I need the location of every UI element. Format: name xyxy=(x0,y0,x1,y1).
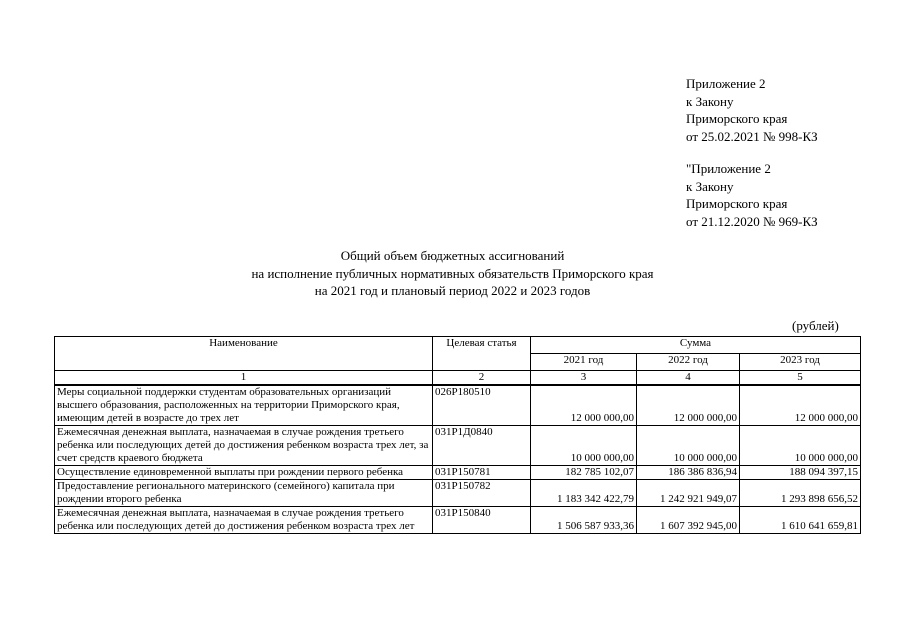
header-year-2022: 2022 год xyxy=(637,354,740,371)
title-line-1: Общий объем бюджетных ассигнований xyxy=(340,248,565,263)
header-target-article: Целевая статья xyxy=(433,337,531,371)
header-sum: Сумма xyxy=(531,337,861,354)
row-name: Ежемесячная денежная выплата, назначаемая в случае рождения третьего ребенка или последующих детей до достижения ребенком возраста трех лет, за счет средств краевого бюджета xyxy=(55,426,433,466)
header-row xyxy=(55,337,861,354)
table-row xyxy=(55,480,861,507)
row-target-code: 031P150840 xyxy=(433,507,531,534)
row-amount-2023: 1 293 898 656,52 xyxy=(740,480,861,507)
law-date-number: от 25.02.2021 № 998-КЗ xyxy=(686,128,818,144)
row-amount-2022: 10 000 000,00 xyxy=(637,426,740,466)
row-amount-2023: 188 094 397,15 xyxy=(740,466,861,480)
row-target-code: 031P1Д0840 xyxy=(433,426,531,466)
title-line-3: на 2021 год и плановый период 2022 и 2023 годов xyxy=(314,283,591,298)
row-target-code: 031P150782 xyxy=(433,480,531,507)
appendix-previous-reference xyxy=(686,160,818,230)
row-name: Меры социальной поддержки студентам образовательных организаций высшего образования, расположенных на территории Приморского края, имеющим детей в возрасте до трех лет xyxy=(55,385,433,426)
row-amount-2022: 186 386 836,94 xyxy=(637,466,740,480)
row-amount-2022: 12 000 000,00 xyxy=(637,385,740,426)
title-line-2: на исполнение публичных нормативных обязательств Приморского края xyxy=(251,265,654,281)
table-row xyxy=(55,507,861,534)
appendix-label: Приложение 2 xyxy=(686,76,766,91)
header-year-2021: 2021 год xyxy=(531,354,637,371)
column-number: 4 xyxy=(637,371,740,386)
appendix-label: "Приложение 2 xyxy=(686,161,771,176)
row-amount-2022: 1 242 921 949,07 xyxy=(637,480,740,507)
column-number: 3 xyxy=(531,371,637,386)
table-row xyxy=(55,466,861,480)
column-number: 2 xyxy=(433,371,531,386)
row-name: Предоставление регионального материнского (семейного) капитала при рождении второго ребенка xyxy=(55,480,433,507)
row-name: Ежемесячная денежная выплата, назначаемая в случае рождения третьего ребенка или последующих детей до достижения ребенком возраста трех лет xyxy=(55,507,433,534)
row-amount-2021: 1 506 587 933,36 xyxy=(531,507,637,534)
row-amount-2023: 12 000 000,00 xyxy=(740,385,861,426)
column-number: 1 xyxy=(55,371,433,386)
row-amount-2021: 182 785 102,07 xyxy=(531,466,637,480)
law-label: к Закону xyxy=(686,93,734,109)
row-amount-2021: 12 000 000,00 xyxy=(531,385,637,426)
row-amount-2023: 1 610 641 659,81 xyxy=(740,507,861,534)
units-label: (рублей) xyxy=(792,318,839,333)
row-amount-2021: 10 000 000,00 xyxy=(531,426,637,466)
law-label: к Закону xyxy=(686,178,734,194)
header-name: Наименование xyxy=(55,337,433,371)
row-target-code: 026P180510 xyxy=(433,385,531,426)
row-target-code: 031P150781 xyxy=(433,466,531,480)
column-number-row xyxy=(55,371,861,386)
table-row xyxy=(55,385,861,426)
appendix-current-reference xyxy=(686,75,818,145)
row-amount-2022: 1 607 392 945,00 xyxy=(637,507,740,534)
region-label: Приморского края xyxy=(686,111,788,126)
header-year-2023: 2023 год xyxy=(740,354,861,371)
table-row xyxy=(55,426,861,466)
row-amount-2021: 1 183 342 422,79 xyxy=(531,480,637,507)
budget-table xyxy=(54,336,861,534)
region-label: Приморского края xyxy=(686,196,788,211)
law-date-number: от 21.12.2020 № 969-КЗ xyxy=(686,213,818,229)
row-amount-2023: 10 000 000,00 xyxy=(740,426,861,466)
column-number: 5 xyxy=(740,371,861,386)
document-title xyxy=(0,247,905,300)
row-name: Осуществление единовременной выплаты при рождении первого ребенка xyxy=(55,466,433,480)
